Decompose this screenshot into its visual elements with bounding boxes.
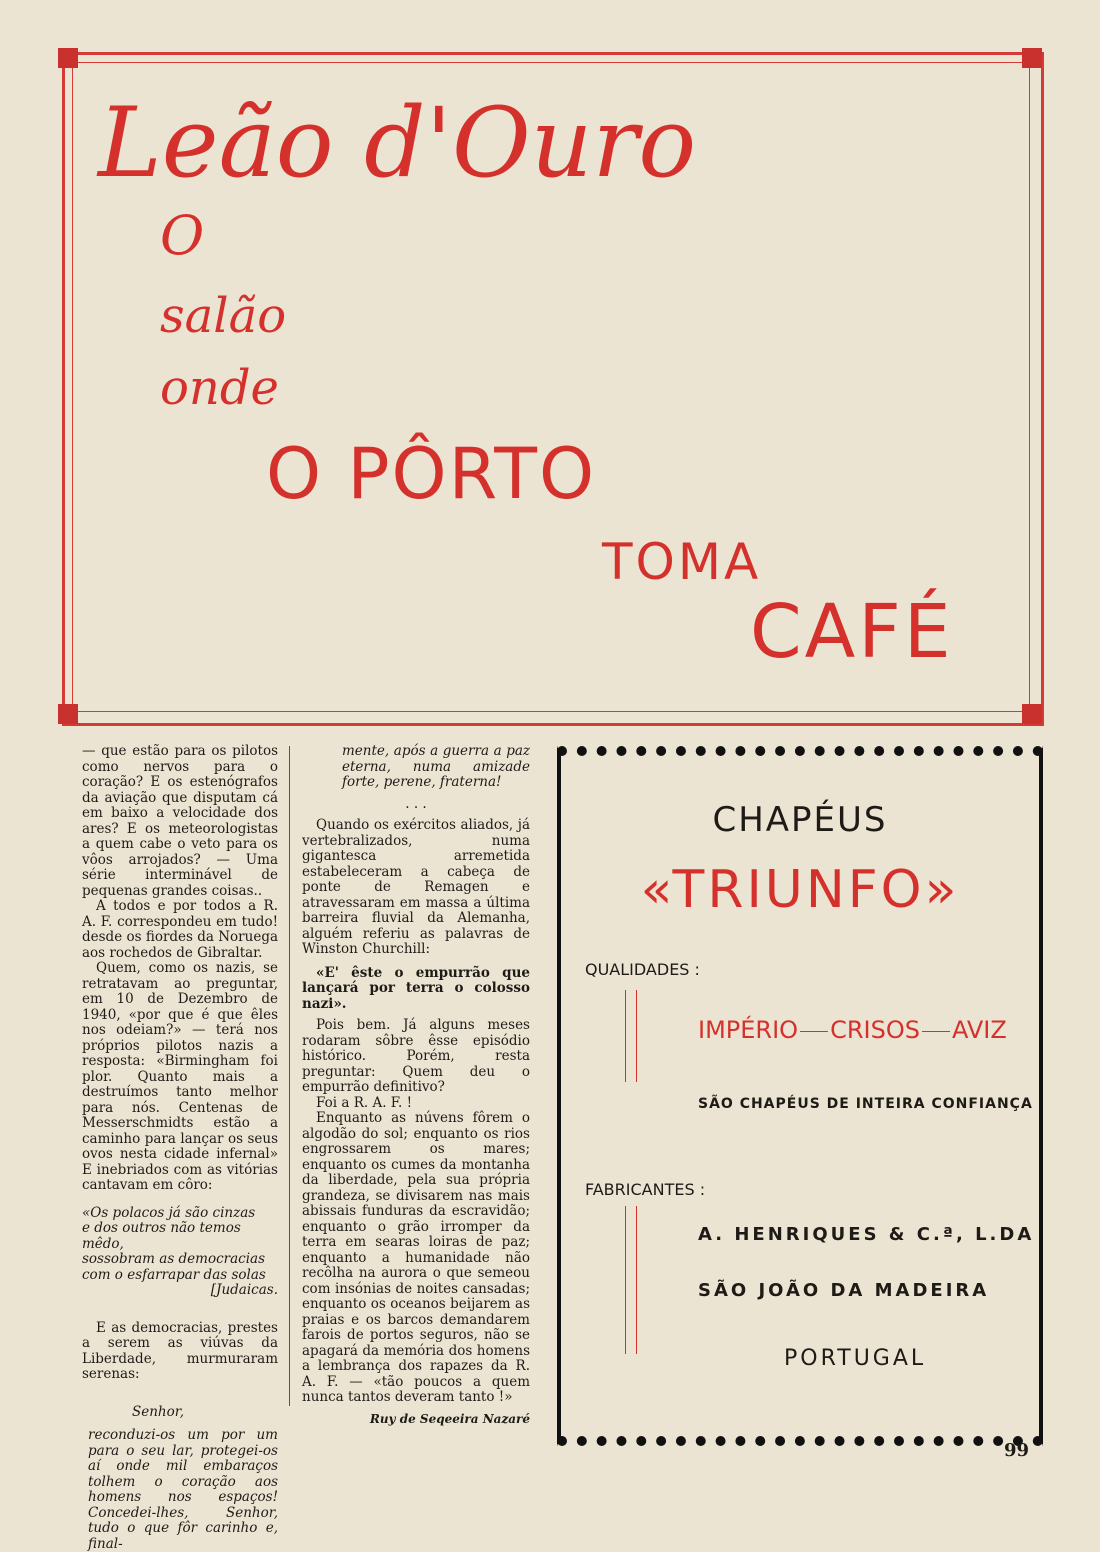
article-paragraph: E as democracias, prestes a serem as viúvas da Liberdade, murmuraram serenas:: [82, 1319, 278, 1382]
header-line-o: O: [160, 204, 205, 267]
frame-corner: [58, 48, 78, 68]
ad-maker: A. HENRIQUES & C.ª, L.DA: [698, 1224, 1035, 1245]
ad-decor-lines: [625, 990, 637, 1082]
author-signature: Ruy de Seqeeira Nazaré: [369, 1411, 530, 1426]
header-line-onde: onde: [160, 360, 279, 416]
ad-slogan: SÃO CHAPÉUS DE INTEIRA CONFIANÇA: [698, 1096, 1033, 1112]
ad-decor-lines: [625, 1206, 637, 1354]
quality-aviz: AVIZ: [951, 1016, 1007, 1044]
frame-corner: [58, 704, 78, 724]
article-paragraph: Quem, como os nazis, se retratavam ao preguntar, em 10 de Dezembro de 1940, «por que é que êles nos odeiam?» — terá nos próprios pilotos nazis a resposta: «Birmingham foi plor. Quanto mais a destruímos tanto melhor para nós. Centenas de Messerschmidts estão a caminho para lançar os seus ovos nesta cidade infernal» E inebriados com as vitórias cantavam em côro:: [82, 960, 278, 1193]
article-column-2: [302, 744, 530, 1427]
header-title: Leão d'Ouro: [98, 87, 697, 199]
article-column-1: [82, 744, 278, 1552]
quality-crisos: CRISOS: [830, 1016, 920, 1044]
section-dots: . . .: [405, 795, 427, 812]
ad-brand-top: CHAPÉUS: [712, 800, 888, 840]
ad-brand-name: «TRIUNFO»: [640, 860, 960, 920]
article-paragraph: Enquanto as núvens fôrem o algodão do sol; enquanto os rios engrossarem os mares; enquanto os cumes da montanha da liberdade, pela sua própria grandeza, se divisarem nas mais abissais funduras da escravidão; enquanto o grão irromper da terra em searas loiras de paz; enquanto a humanidade não recôlha na aurora o que semeou com insónias de noites cansadas; enquanto os oceanos beijarem as praias e os barcos demandarem farois de portos seguros, não se apagará da memória dos homens a lembrança dos rapazes da R. A. F. — «tão poucos a quem nunca tantos deveram tanto !»: [302, 1110, 530, 1405]
article-poem: [82, 1206, 278, 1299]
poem-line: com o esfarrapar das solas: [82, 1266, 266, 1283]
page-number: 99: [1004, 1440, 1030, 1461]
article-paragraph: Foi a R. A. F. !: [316, 1094, 413, 1111]
frame-corner: [1022, 48, 1042, 68]
poem-line: e dos outros não temos mêdo,: [82, 1220, 241, 1252]
poem-line: [Judaicas.: [210, 1282, 278, 1298]
header-line-porto: O PÔRTO: [266, 433, 597, 515]
quality-imperio: IMPÉRIO: [698, 1016, 799, 1044]
column-rule: [289, 746, 290, 1406]
article-paragraph: Quando os exércitos aliados, já vertebralizados, numa gigantesca arremetida estabeleceram a cabeça de ponte de Remagen e atravessaram em massa a última barreira fluvial da Alemanha, alguém referiu as palavras de Winston Churchill:: [302, 817, 530, 957]
article-paragraph: Pois bem. Já alguns meses rodaram sôbre êsse episódio histórico. Porém, resta preguntar: Quem deu o empurrão definitivo?: [302, 1017, 530, 1095]
ad-fabricantes-label: FABRICANTES :: [585, 1180, 706, 1199]
frame-corner: [1022, 704, 1042, 724]
article-paragraph: — que estão para os pilotos como nervos para o coração? E os estenógrafos da aviação que disputam cá em baixo a velocidade dos ares? E os meteorologistas a quem cabe o veto para os vôos arrojados? — Uma série interminável de pequenas grandes coisas..: [82, 743, 278, 899]
prayer-text-end: mente, após a guerra a paz eterna, numa amizade forte, perene, fraterna!: [342, 743, 530, 790]
header-line-cafe: CAFÉ: [750, 589, 954, 675]
ad-country: PORTUGAL: [784, 1346, 927, 1371]
ad-city: SÃO JOÃO DA MADEIRA: [698, 1280, 990, 1301]
churchill-quote: «E' êste o empurrão que lançará por terra o colosso nazi».: [302, 964, 530, 1012]
poem-line: sossobram as democracias: [82, 1251, 266, 1267]
poem-line: «Os polacos já são cinzas: [82, 1204, 256, 1221]
ad-qualities: [698, 1016, 1007, 1044]
prayer-text: reconduzi-os um por um para o seu lar, protegei-os aí onde mil embaraços tolhem o coração aos homens nos espaços! Concedei-lhes, Senhor, tudo o que fôr carinho e, final-: [88, 1427, 278, 1552]
header-line-salao: salão: [160, 288, 287, 344]
header-line-toma: TOMA: [602, 533, 762, 591]
prayer-salutation: Senhor,: [132, 1403, 185, 1420]
ad-qualidades-label: QUALIDADES :: [585, 960, 700, 979]
article-paragraph: A todos e por todos a R. A. F. correspondeu em tudo! desde os fiordes da Noruega aos rochedos de Gibraltar.: [82, 898, 279, 961]
